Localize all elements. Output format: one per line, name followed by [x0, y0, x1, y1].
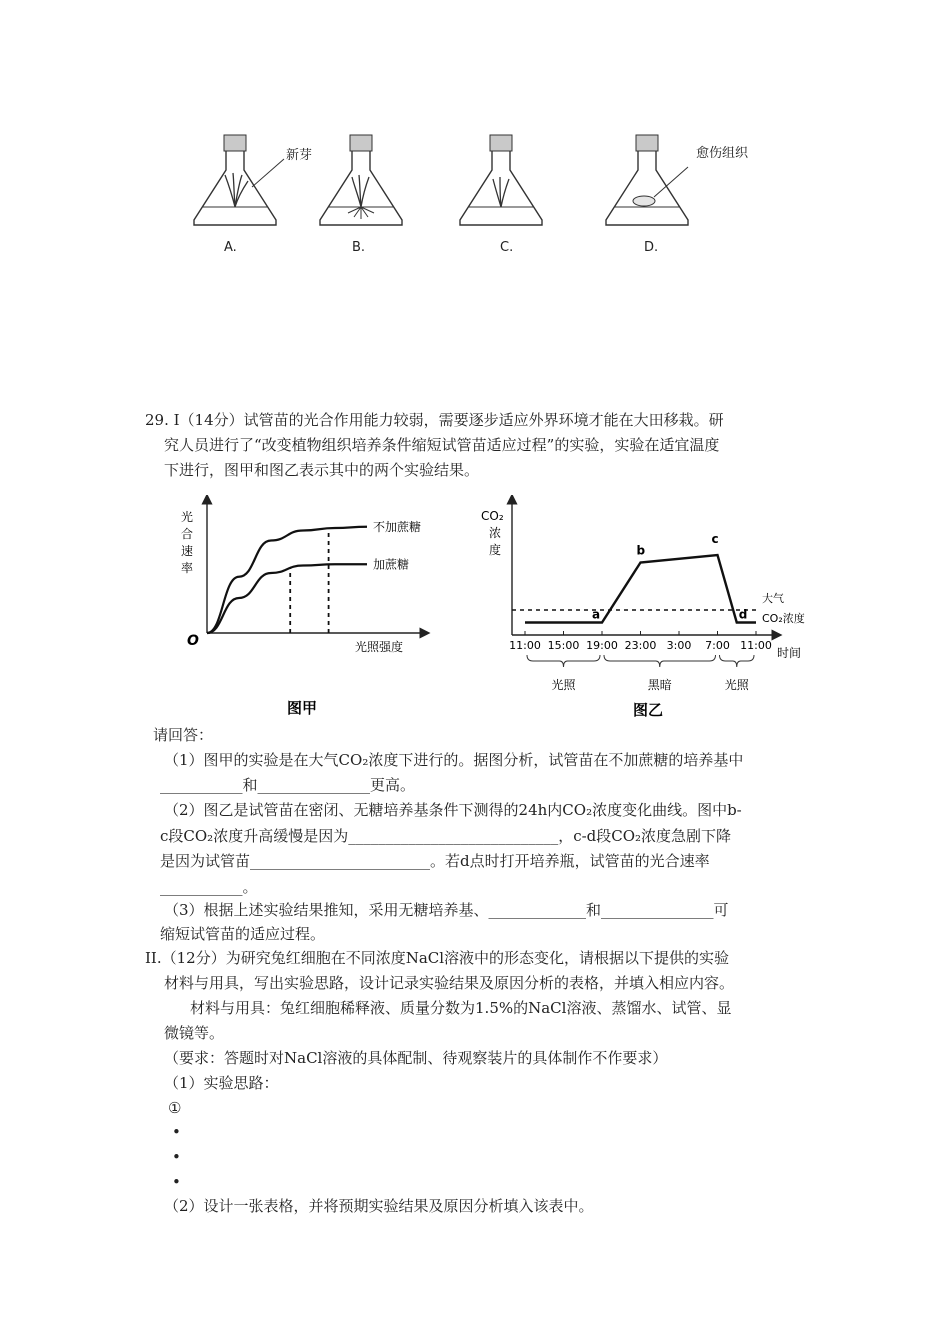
q29-line-1: 29. I（14分）试管苗的光合作用能力较弱，需要逐步适应外界环境才能在大田移栽。研: [145, 411, 724, 429]
yi-period-brace: [720, 655, 755, 667]
chart-jia: [175, 495, 435, 720]
sub1-line-1: （1）图甲的实验是在大气CO₂浓度下进行的。据图分析，试管苗在不加蔗糖的培养基中: [164, 751, 744, 769]
jia-ylabel-char: 速: [181, 544, 194, 558]
pointer-line-a: [252, 159, 284, 187]
option-d: D.: [644, 240, 659, 255]
sub2-line-4: ___________。: [160, 878, 258, 896]
jia-ylabel: [181, 509, 193, 575]
yi-series-line: [525, 555, 756, 623]
sub1-line-2: ___________和_______________更高。: [160, 776, 416, 794]
flask-c: [460, 135, 542, 225]
q2-line-4: 微镜等。: [164, 1024, 225, 1042]
jia-series-label: 不加蔗糖: [373, 519, 422, 534]
yi-reference-label2: CO₂浓度: [762, 612, 805, 625]
yi-reference-label: 大气: [762, 592, 784, 605]
yi-tick-label: 3:00: [666, 639, 692, 652]
q2-bullet-3: •: [172, 1173, 181, 1191]
jia-ylabel-char: 合: [181, 527, 194, 541]
sub3-line-1: （3）根据上述实验结果推知，采用无糖培养基、_____________和_______________可: [164, 901, 729, 919]
yi-period-label: 黑暗: [647, 678, 672, 692]
q2-line-3: 材料与用具：兔红细胞稀释液、质量分数为1.5%的NaCl溶液、蒸馏水、试管、显: [190, 999, 732, 1017]
label-xinya: 新芽: [286, 148, 313, 163]
callus: [633, 196, 655, 206]
q2-line-6: （1）实验思路：: [164, 1074, 279, 1092]
yi-point-label: c: [711, 532, 719, 546]
yi-tick-label: 19:00: [586, 639, 618, 652]
yi-ylabel-char: 浓: [489, 526, 502, 540]
yi-point-label: b: [636, 543, 646, 558]
yi-tick-label: 15:00: [547, 639, 580, 652]
q2-line-2: 材料与用具，写出实验思路，设计记录实验结果及原因分析的表格，并填入相应内容。: [164, 974, 735, 992]
yi-title: 图乙: [633, 701, 664, 719]
flask-figure-row: [180, 125, 780, 260]
q2-bullet-1: •: [172, 1123, 181, 1141]
yi-period-brace: [527, 655, 600, 667]
q29-line-2: 究人员进行了“改变植物组织培养条件缩短试管苗适应过程”的实验，实验在适宜温度: [164, 436, 720, 454]
label-callus: 愈伤组织: [696, 146, 749, 161]
yi-ylabel-char: 度: [489, 543, 502, 557]
flask-d: [606, 135, 688, 225]
jia-origin-label: O: [187, 633, 199, 649]
sub2-line-2: c段CO₂浓度升高缓慢是因为____________________________，c-d段CO₂浓度急剧下降: [160, 827, 732, 845]
answer-intro: 请回答：: [153, 726, 214, 744]
flask-b: [320, 135, 402, 225]
yi-tick-label: 11:00: [509, 639, 541, 652]
jia-ylabel-char: 光: [181, 510, 194, 524]
q2-line-7: ①: [168, 1099, 182, 1117]
yi-ylabel: [481, 509, 504, 557]
yi-tick-label: 23:00: [624, 639, 657, 652]
jia-series-line: [207, 564, 367, 633]
flask-a: [194, 135, 284, 225]
jia-title: 图甲: [287, 699, 318, 717]
q29-line-3: 下进行，图甲和图乙表示其中的两个实验结果。: [164, 461, 480, 479]
option-c: C.: [500, 240, 514, 255]
yi-point-label: d: [738, 607, 748, 622]
sub3-line-2: 缩短试管苗的适应过程。: [160, 925, 326, 943]
yi-point-label: a: [592, 607, 601, 622]
yi-tick-label: 7:00: [705, 639, 730, 652]
option-a: A.: [224, 240, 237, 255]
jia-series-line: [207, 527, 367, 633]
q2-line-11: （2）设计一张表格，并将预期实验结果及原因分析填入该表中。: [164, 1197, 594, 1215]
sub2-line-1: （2）图乙是试管苗在密闭、无糖培养基条件下测得的24h内CO₂浓度变化曲线。图中b-: [164, 801, 742, 819]
yi-tick-label: 11:00: [740, 639, 772, 652]
yi-period-label: 光照: [724, 678, 749, 692]
chart-yi: [475, 495, 815, 720]
q2-bullet-2: •: [172, 1148, 181, 1166]
q2-line-1: II.（12分）为研究兔红细胞在不同浓度NaCl溶液中的形态变化，请根据以下提供的实验: [145, 949, 730, 967]
sub2-line-3: 是因为试管苗________________________。若d点时打开培养瓶，试管苗的光合速率: [160, 852, 710, 870]
jia-ylabel-char: 率: [181, 561, 194, 575]
q2-line-5: （要求：答题时对NaCl溶液的具体配制、待观察装片的具体制作不作要求）: [164, 1049, 668, 1067]
jia-series-label: 加蔗糖: [373, 557, 410, 572]
yi-xlabel: 时间: [777, 646, 802, 660]
yi-ylabel-part: CO₂: [481, 509, 504, 523]
option-b: B.: [352, 240, 366, 255]
jia-xlabel: 光照强度: [355, 640, 404, 654]
yi-period-brace: [604, 655, 716, 667]
yi-period-label: 光照: [551, 678, 576, 692]
